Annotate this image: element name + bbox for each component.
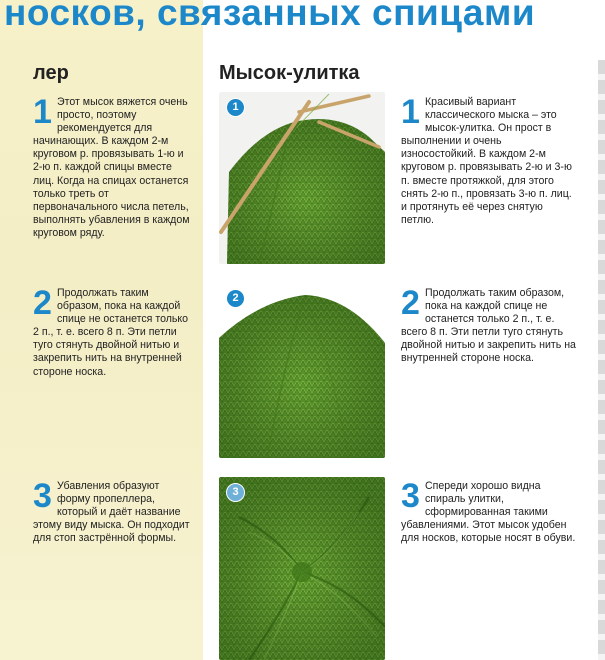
photo-badge: 3 [226, 483, 245, 502]
step-number: 3 [33, 477, 52, 515]
right-step-2 [401, 284, 577, 366]
step-number: 2 [401, 284, 420, 322]
left-step-2 [33, 284, 193, 379]
step-text: Красивый вариант классического мыска – это мысок-улитка. Он прост в выполнении и очень износостойкий. В каждом 2-м круговом р. провязывать 2-ю и 3-ю п. вместе протяжкой, для этого снять 2-ю п., провязать 3-ю п. лиц. и протянуть её через снятую петлю. [401, 96, 572, 226]
step-number: 3 [401, 477, 420, 515]
left-section-title: лер [33, 62, 69, 84]
left-step-3 [33, 477, 193, 545]
left-step-1 [33, 93, 193, 240]
step-text: Спереди хорошо видна спираль улитки, сформированная такими убавлениями. Этот мысок удобен для носков, которые носят в обуви. [401, 480, 576, 545]
photo-toe-on-needles [219, 92, 385, 264]
photo-badge: 2 [226, 289, 245, 308]
page-title: носков, связанных спицами [4, 0, 536, 33]
page-edge-strip [598, 60, 605, 660]
step-number: 1 [401, 93, 420, 131]
step-number: 1 [33, 93, 52, 131]
photo-spiral-toe [219, 477, 385, 660]
right-step-1 [401, 93, 577, 227]
photo-badge: 1 [226, 98, 245, 117]
photo-finished-toe [219, 283, 385, 458]
right-section-title: Мысок-улитка [219, 62, 360, 84]
step-text: Убавления образуют форму пропеллера, который и даёт название этому виду мыска. Он подходит для стоп застрённой формы. [33, 480, 190, 545]
step-text: Продолжать таким образом, пока на каждой спице не останется только 2 п., т. е. всего 8 п. Эти петли туго стянуть двойной нитью и закрепить нить на внутренней стороне носка. [401, 287, 576, 365]
step-text: Этот мысок вяжется очень просто, поэтому рекомендуется для начинающих. В каждом 2-м круговом р. провязывать 1-ю и 2-ю п. каждой спицы вместе лиц. Когда на спицах останется только треть от первоначального числа петель, выполнять убавления в каждом круговом ряду. [33, 96, 190, 239]
right-step-3 [401, 477, 577, 545]
step-number: 2 [33, 284, 52, 322]
step-text: Продолжать таким образом, пока на каждой спице не останется только 2 п., т. е. всего 8 п. Эти петли туго стянуть двойной нитью и закрепить нить на внутренней стороне носка. [33, 287, 189, 378]
